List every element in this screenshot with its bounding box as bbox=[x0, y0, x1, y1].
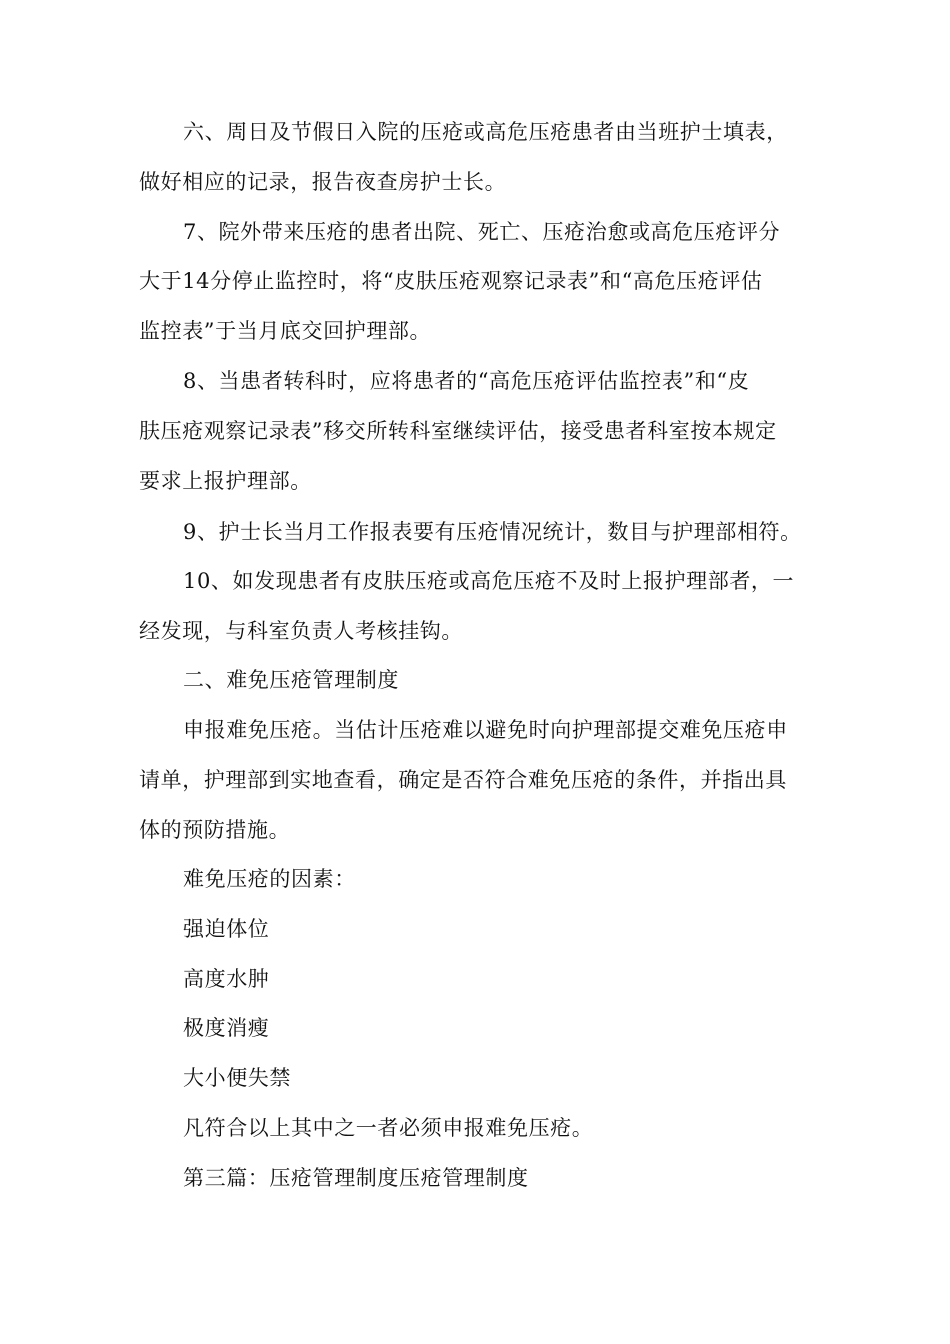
factor-item: 强迫体位 bbox=[183, 917, 270, 941]
paragraph-8-line-1: 8、当患者转科时，应将患者的“高危压疮评估监控表”和“皮 bbox=[183, 369, 750, 393]
paragraph-7-line-3: 监控表”于当月底交回护理部。 bbox=[139, 319, 432, 343]
paragraph-10-line-2: 经发现，与科室负责人考核挂钩。 bbox=[139, 619, 463, 643]
paragraph-apply-line-3: 体的预防措施。 bbox=[139, 818, 291, 842]
paragraph-7-line-2: 大于14分停止监控时，将“皮肤压疮观察记录表”和“高危压疮评估 bbox=[139, 269, 763, 293]
factor-item: 极度消瘦 bbox=[183, 1016, 270, 1040]
requirement-line: 凡符合以上其中之一者必须申报难免压疮。 bbox=[183, 1116, 594, 1140]
paragraph-apply-line-2: 请单，护理部到实地查看，确定是否符合难免压疮的条件，并指出具 bbox=[139, 768, 787, 792]
paragraph-9-line-1: 9、护士长当月工作报表要有压疮情况统计，数目与护理部相符。 bbox=[183, 520, 802, 544]
paragraph-6-line-1: 六、周日及节假日入院的压疮或高危压疮患者由当班护士填表， bbox=[183, 120, 788, 144]
section-heading: 二、难免压疮管理制度 bbox=[183, 668, 399, 692]
factors-heading: 难免压疮的因素： bbox=[183, 867, 356, 891]
factor-item: 高度水肿 bbox=[183, 967, 270, 991]
paragraph-7-line-1: 7、院外带来压疮的患者出院、死亡、压疮治愈或高危压疮评分 bbox=[183, 220, 781, 244]
paragraph-8-line-3: 要求上报护理部。 bbox=[139, 469, 312, 493]
paragraph-apply-line-1: 申报难免压疮。当估计压疮难以避免时向护理部提交难免压疮申 bbox=[183, 718, 788, 742]
paragraph-10-line-1: 10、如发现患者有皮肤压疮或高危压疮不及时上报护理部者，一 bbox=[183, 569, 795, 593]
paragraph-6-line-2: 做好相应的记录，报告夜查房护士长。 bbox=[139, 170, 507, 194]
chapter-heading: 第三篇：压疮管理制度压疮管理制度 bbox=[183, 1166, 529, 1190]
factor-item: 大小便失禁 bbox=[183, 1066, 291, 1090]
paragraph-8-line-2: 肤压疮观察记录表”移交所转科室继续评估，接受患者科室按本规定 bbox=[139, 419, 777, 443]
